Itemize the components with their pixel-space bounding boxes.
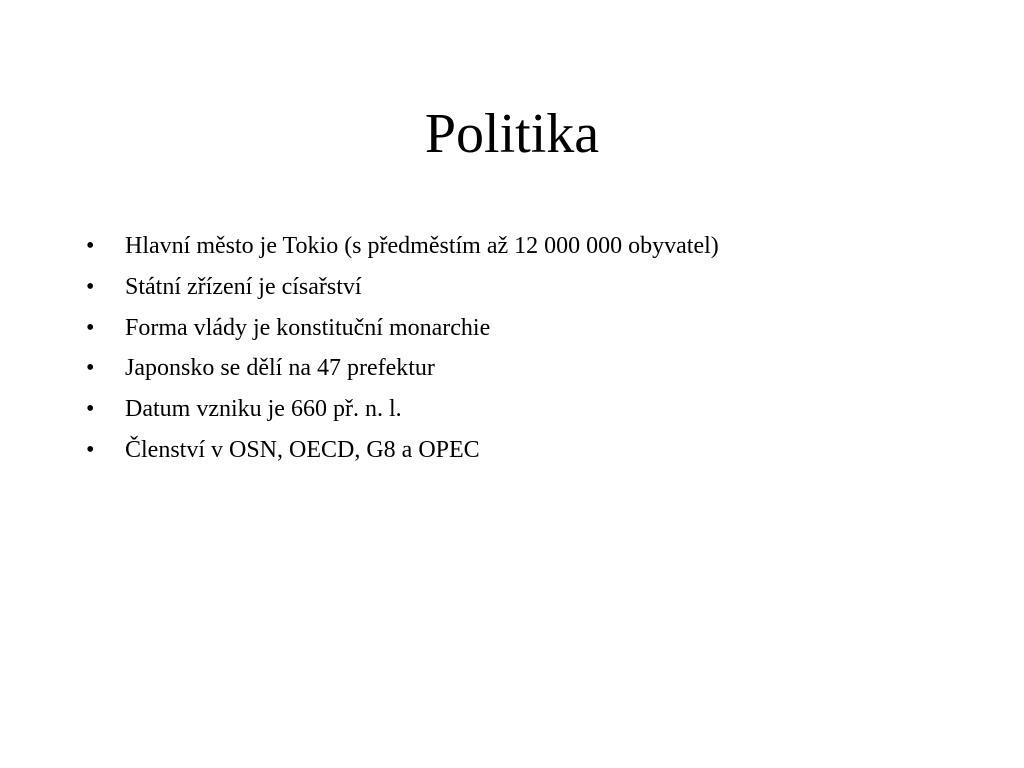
bullet-text: Forma vlády je konstituční monarchie: [125, 314, 491, 341]
bullet-list: [86, 226, 966, 471]
bullet-icon: •: [86, 273, 95, 300]
slide-title: Politika: [424, 103, 600, 165]
bullet-text: Datum vzniku je 660 př. n. l.: [125, 396, 402, 423]
bullet-icon: •: [86, 233, 95, 259]
bullet-text: Hlavní město je Tokio (s předměstím až 12 000 000 obyvatel): [125, 233, 719, 259]
bullet-text: Státní zřízení je císařství: [125, 273, 362, 300]
list-item: [86, 308, 966, 349]
list-item: [86, 348, 966, 389]
list-item: [86, 389, 966, 430]
bullet-icon: •: [86, 355, 95, 382]
bullet-text: Členství v OSN, OECD, G8 a OPEC: [125, 436, 480, 463]
bullet-icon: •: [86, 314, 95, 341]
list-item: [86, 430, 966, 471]
list-item: [86, 226, 966, 267]
list-item: [86, 267, 966, 308]
bullet-icon: •: [86, 436, 95, 463]
bullet-text: Japonsko se dělí na 47 prefektur: [125, 355, 435, 382]
bullet-icon: •: [86, 396, 95, 423]
